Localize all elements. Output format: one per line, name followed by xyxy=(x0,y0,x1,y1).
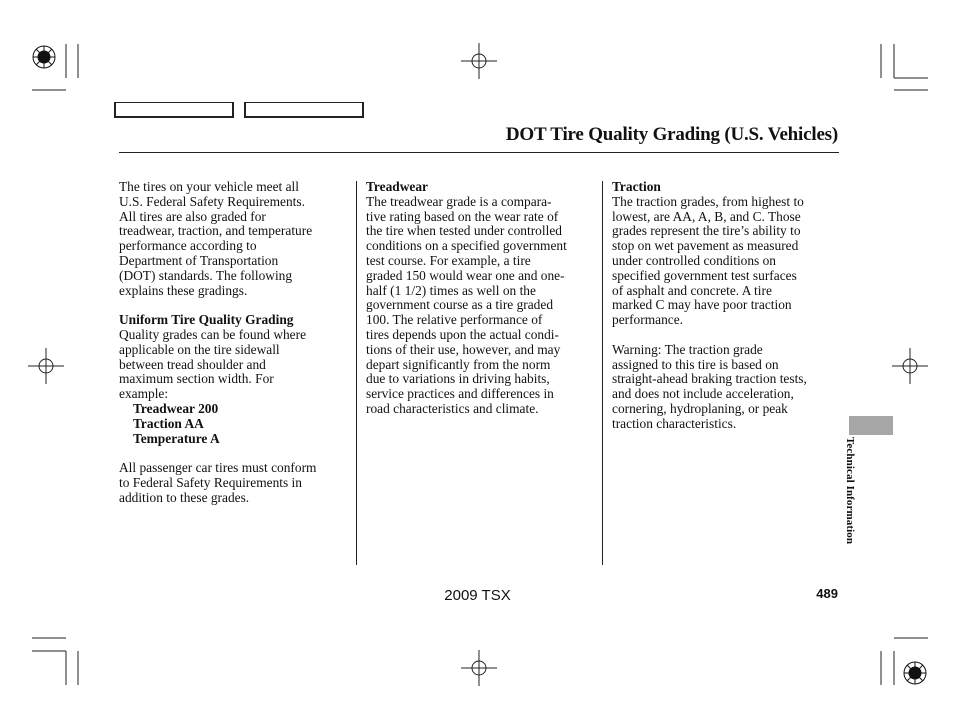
body-line: grades represent the tire’s ability to xyxy=(612,223,801,239)
header-tab-right xyxy=(244,102,364,118)
body-line: example: xyxy=(119,386,169,402)
intro-line: The tires on your vehicle meet all xyxy=(119,179,299,194)
body-line: depart significantly from the norm xyxy=(366,356,551,372)
body-line: due to variations in driving habits, xyxy=(366,371,550,387)
page-title: DOT Tire Quality Grading (U.S. Vehicles) xyxy=(505,124,838,145)
section-heading-treadwear: Treadwear xyxy=(366,179,428,194)
intro-line: U.S. Federal Safety Requirements. xyxy=(119,193,305,209)
intro-line: explains these gradings. xyxy=(119,282,248,298)
body-line: 100. The relative performance of xyxy=(366,312,543,328)
example-temperature: Temperature A xyxy=(133,430,220,446)
body-line: conditions on a specified government xyxy=(366,238,567,254)
body-line: lowest, are AA, A, B, and C. Those xyxy=(612,208,801,224)
section-label-text: Technical Information xyxy=(844,437,856,545)
column-treadwear xyxy=(366,180,598,417)
body-line: test course. For example, a tire xyxy=(366,252,531,268)
header-tab-left xyxy=(114,102,234,118)
example-treadwear: Treadwear 200 xyxy=(133,400,219,416)
section-thumb-tab xyxy=(849,416,893,435)
body-line: The traction grades, from highest to xyxy=(612,193,804,209)
body-line: maximum section width. For xyxy=(119,371,274,387)
body-line: stop on wet pavement as measured xyxy=(612,238,799,254)
body-line: between tread shoulder and xyxy=(119,356,266,372)
body-line: specified government test surfaces xyxy=(612,267,797,283)
body-line: road characteristics and climate. xyxy=(366,400,539,416)
section-heading-uniform-grading: Uniform Tire Quality Grading xyxy=(119,312,294,328)
example-traction: Traction AA xyxy=(133,415,204,431)
body-line: the tire when tested under controlled xyxy=(366,223,562,239)
body-line: under controlled conditions on xyxy=(612,252,777,268)
body-line: half (1 1/2) times as well on the xyxy=(366,282,536,298)
footer-model: 2009 TSX xyxy=(444,587,511,604)
column-divider-1 xyxy=(356,181,357,565)
warning-line: assigned to this tire is based on xyxy=(612,356,779,372)
warning-line: Warning: The traction grade xyxy=(612,341,763,357)
body-line: service practices and differences in xyxy=(366,386,554,402)
column-divider-2 xyxy=(602,181,603,565)
intro-line: (DOT) standards. The following xyxy=(119,267,293,283)
body-line: of asphalt and concrete. A tire xyxy=(612,282,772,298)
body-line: tive rating based on the wear rate of xyxy=(366,208,559,224)
closing-line: to Federal Safety Requirements in xyxy=(119,474,302,490)
title-rule xyxy=(119,152,839,153)
body-line: The treadwear grade is a compara- xyxy=(366,193,552,209)
body-line: tions of their use, however, and may xyxy=(366,341,561,357)
body-line: Quality grades can be found where xyxy=(119,326,307,342)
intro-line: Department of Transportation xyxy=(119,252,279,268)
closing-line: addition to these grades. xyxy=(119,489,250,505)
body-line: tires depends upon the actual condi- xyxy=(366,326,559,342)
body-line: government course as a tire graded xyxy=(366,297,554,313)
warning-line: and does not include acceleration, xyxy=(612,386,794,402)
warning-line: traction characteristics. xyxy=(612,415,737,431)
body-line: performance. xyxy=(612,312,684,328)
warning-line: straight-ahead braking traction tests, xyxy=(612,371,807,387)
intro-line: performance according to xyxy=(119,238,257,254)
intro-line: All tires are also graded for xyxy=(119,208,266,224)
page-number: 489 xyxy=(816,586,838,601)
intro-line: treadwear, traction, and temperature xyxy=(119,223,313,239)
column-intro xyxy=(119,180,351,506)
closing-line: All passenger car tires must conform xyxy=(119,460,317,476)
section-label xyxy=(846,437,866,561)
section-heading-traction: Traction xyxy=(612,179,661,194)
column-traction xyxy=(612,180,844,432)
body-line: graded 150 would wear one and one- xyxy=(366,267,565,283)
body-line: applicable on the tire sidewall xyxy=(119,341,280,357)
body-line: marked C may have poor traction xyxy=(612,297,792,313)
warning-line: cornering, hydroplaning, or peak xyxy=(612,400,788,416)
